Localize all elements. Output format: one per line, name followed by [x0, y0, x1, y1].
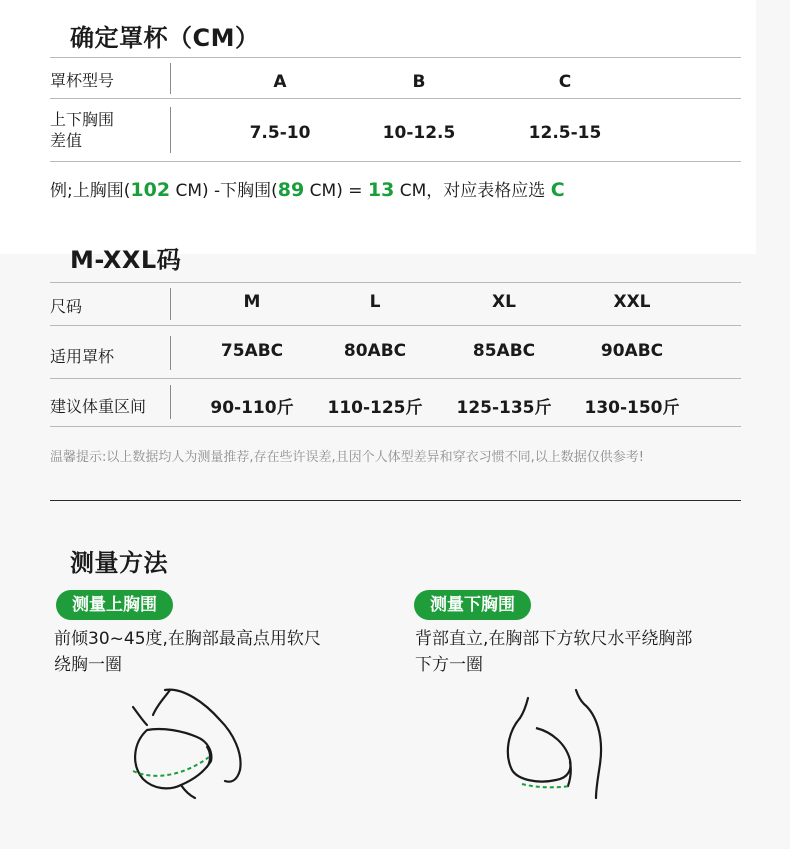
- size-xxl: XXL: [613, 292, 651, 312]
- divider: [50, 161, 741, 162]
- cup-b: B: [412, 72, 426, 92]
- tip-text: 温馨提示:以上数据均人为测量推荐,存在些许误差,且因个人体型差异和穿衣习惯不同,以上数据仅供参考!: [50, 450, 644, 465]
- measure-section-title: 测量方法: [70, 549, 168, 577]
- diff-b: 10-12.5: [382, 123, 456, 143]
- cup-header-label: 罩杯型号: [50, 71, 115, 90]
- column-divider: [170, 336, 171, 370]
- diff-label: 上下胸围 差值: [50, 110, 115, 150]
- cup-fit-xl: 85ABC: [472, 341, 536, 361]
- cup-a: A: [273, 72, 287, 92]
- weight-label: 建议体重区间: [50, 397, 147, 416]
- lower-bust-desc: 背部直立,在胸部下方软尺水平绕胸部 下方一圈: [415, 629, 693, 675]
- size-section-title: M-XXL码: [70, 246, 182, 274]
- weight-xl: 125-135斤: [456, 398, 552, 418]
- size-xl: XL: [492, 292, 516, 312]
- lower-bust-badge: 测量下胸围: [414, 590, 531, 620]
- cup-section-title: 确定罩杯（CM）: [70, 24, 260, 52]
- weight-xxl: 130-150斤: [584, 398, 680, 418]
- diff-a: 7.5-10: [249, 123, 311, 143]
- cup-fit-xxl: 90ABC: [600, 341, 664, 361]
- size-m: M: [243, 292, 261, 312]
- section-rule: [50, 500, 741, 501]
- divider: [50, 325, 741, 326]
- lower-bust-illustration: [500, 688, 610, 803]
- divider: [50, 57, 741, 58]
- diff-c: 12.5-15: [528, 123, 602, 143]
- cup-fit-m: 75ABC: [220, 341, 284, 361]
- divider: [50, 282, 741, 283]
- cup-fit-label: 适用罩杯: [50, 347, 115, 366]
- divider: [50, 426, 741, 427]
- upper-bust-badge: 测量上胸围: [56, 590, 173, 620]
- weight-m: 90-110斤: [210, 398, 294, 418]
- cup-c: C: [558, 72, 572, 92]
- column-divider: [170, 107, 171, 153]
- column-divider: [170, 63, 171, 94]
- column-divider: [170, 288, 171, 320]
- upper-bust-illustration: [125, 685, 250, 805]
- column-divider: [170, 385, 171, 419]
- upper-bust-desc: 前倾30~45度,在胸部最高点用软尺 绕胸一圈: [54, 629, 321, 675]
- divider: [50, 378, 741, 379]
- divider: [50, 98, 741, 99]
- size-l: L: [369, 292, 381, 312]
- example-note: 例;上胸围(102 CM) -下胸围(89 CM) = 13 CM，对应表格应选 C: [50, 179, 565, 201]
- weight-l: 110-125斤: [327, 398, 423, 418]
- size-row-label: 尺码: [50, 297, 83, 316]
- cup-fit-l: 80ABC: [343, 341, 407, 361]
